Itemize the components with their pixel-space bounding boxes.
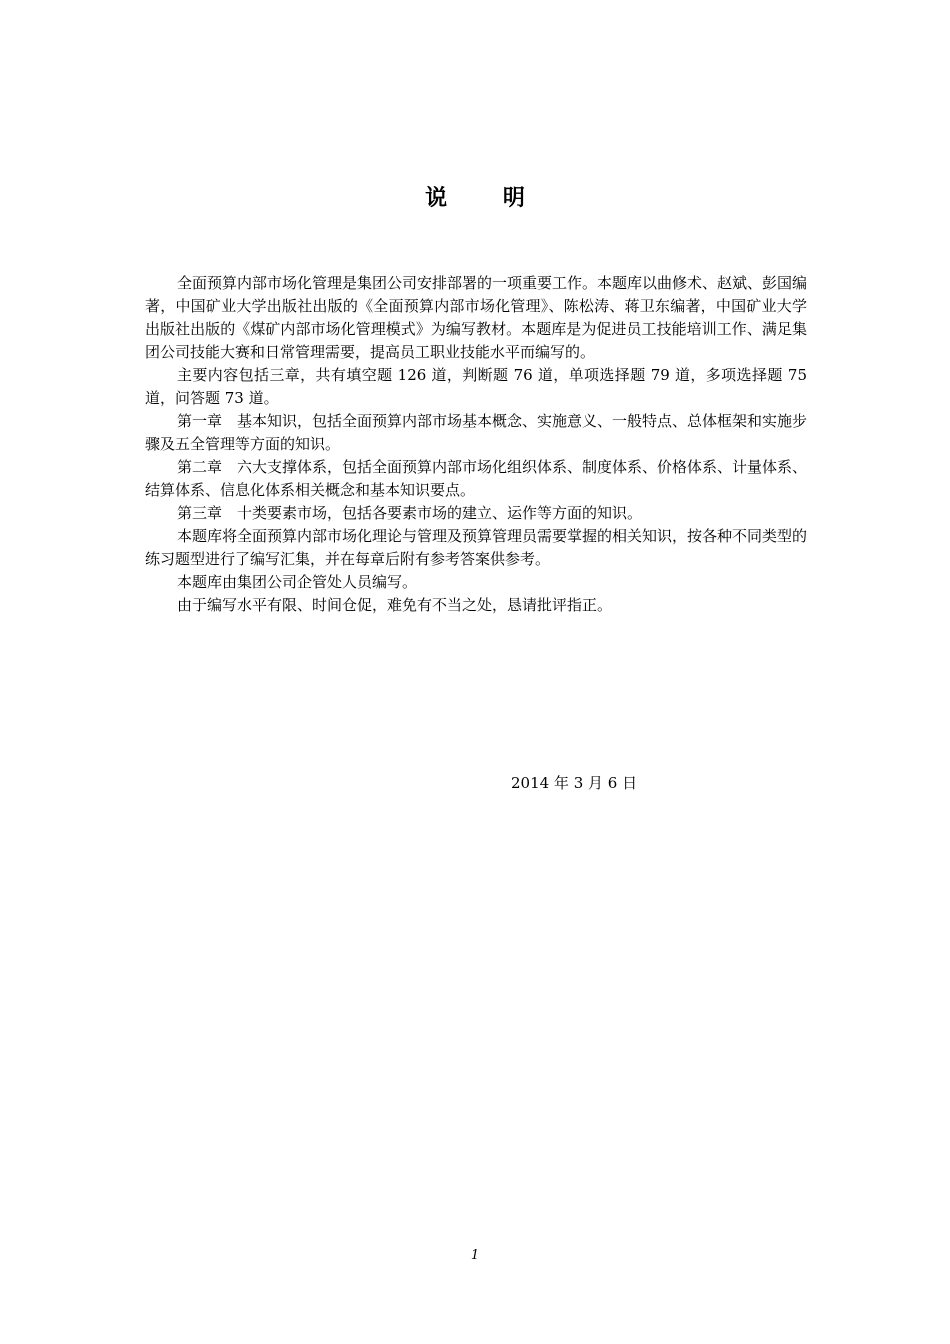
paragraph-authors: 本题库由集团公司企管处人员编写。 bbox=[177, 573, 418, 591]
page-title: 说 明 bbox=[425, 186, 549, 211]
document-date: 2014 年 3 月 6 日 bbox=[511, 774, 638, 792]
paragraph-chapter-1: 第一章 基本知识，包括全面预算内部市场基本概念、实施意义、一般特点、总体框架和实施步骤及五全管理等方面的知识。 bbox=[145, 412, 808, 453]
paragraph-chapter-2: 第二章 六大支撑体系，包括全面预算内部市场化组织体系、制度体系、价格体系、计量体系、结算体系、信息化体系相关概念和基本知识要点。 bbox=[145, 458, 808, 499]
paragraph-intro: 全面预算内部市场化管理是集团公司安排部署的一项重要工作。本题库以曲修术、赵斌、彭国编著，中国矿业大学出版社出版的《全面预算内部市场化管理》、陈松涛、蒋卫东编著，中国矿业大学出版社出版的《煤矿内部市场化管理模式》为编写教材。本题库是为促进员工技能培训工作、满足集团公司技能大赛和日常管理需要，提高员工职业技能水平而编写的。 bbox=[145, 274, 808, 361]
paragraph-contents-summary: 主要内容包括三章，共有填空题 126 道，判断题 76 道，单项选择题 79 道，多项选择题 75 道，问答题 73 道。 bbox=[145, 366, 807, 407]
paragraph-chapter-3: 第三章 十类要素市场，包括各要素市场的建立、运作等方面的知识。 bbox=[177, 504, 643, 522]
body-text bbox=[145, 272, 807, 617]
paragraph-compilation: 本题库将全面预算内部市场化理论与管理及预算管理员需要掌握的相关知识，按各种不同类型的练习题型进行了编写汇集，并在每章后附有参考答案供参考。 bbox=[145, 527, 808, 568]
page-number: 1 bbox=[470, 1248, 480, 1263]
paragraph-closing: 由于编写水平有限、时间仓促，难免有不当之处，恳请批评指正。 bbox=[177, 596, 613, 614]
